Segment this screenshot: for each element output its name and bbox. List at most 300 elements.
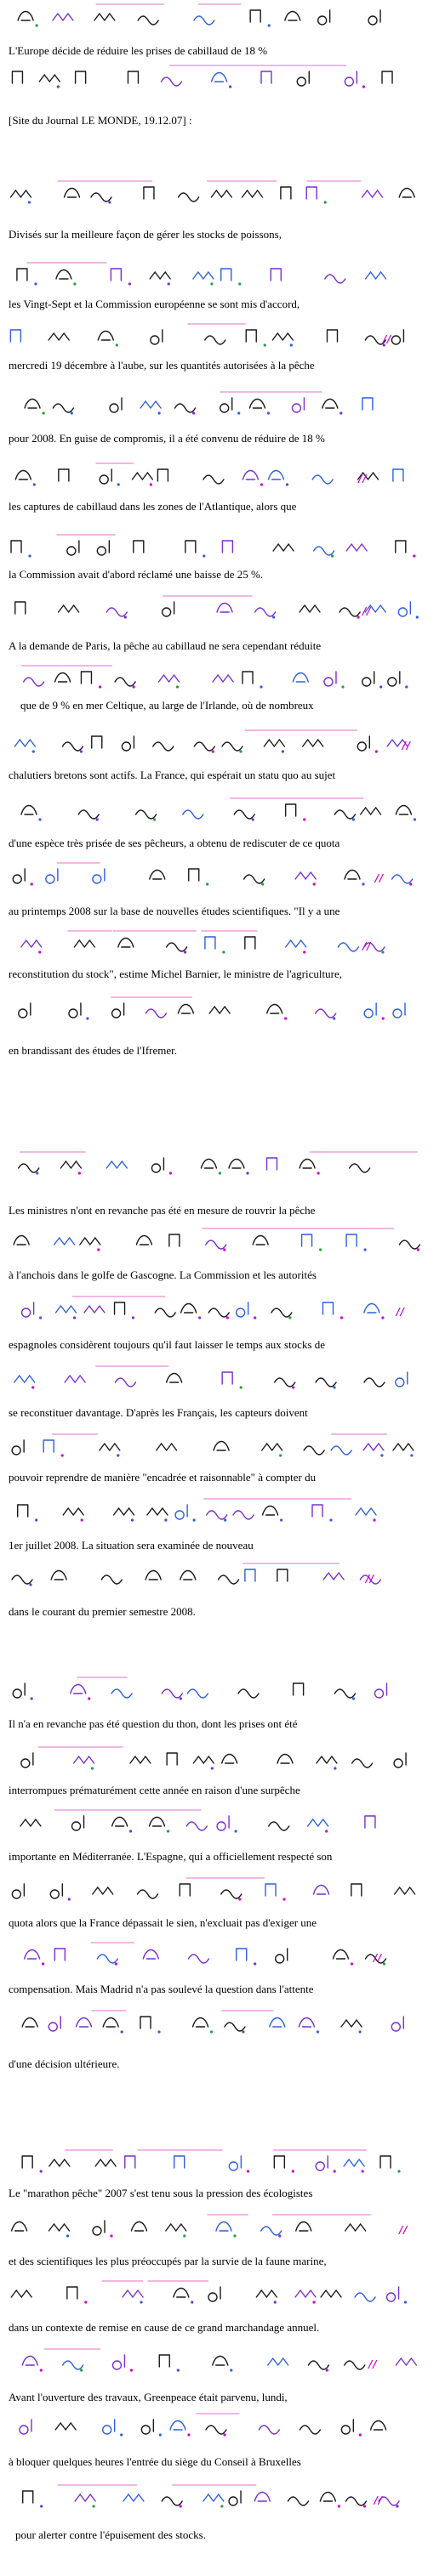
handwritten-glyph [194,16,214,25]
index-marker [28,554,31,557]
handwritten-glyph [392,875,413,886]
handwritten-glyph [393,1444,414,1457]
transcription-glyph-row [0,663,445,692]
handwritten-glyph [21,940,42,954]
handwritten-glyph [299,2018,319,2034]
handwritten-glyph [97,541,109,555]
index-marker [381,950,384,953]
handwritten-glyph [25,400,45,415]
handwritten-glyph [371,2421,386,2431]
handwritten-glyph [15,471,36,486]
handwritten-glyph [75,2494,95,2508]
index-marker [252,818,254,820]
index-marker [375,750,378,752]
index-marker [35,1518,37,1521]
handwritten-glyph [363,1444,384,1457]
glyph-strip [0,928,445,957]
handwritten-glyph [112,1818,133,1833]
text-line: les captures de cabillaud dans les zones de l'Atlantique, alors que [9,500,297,513]
handwritten-glyph [229,2156,249,2173]
handwritten-glyph [217,604,232,613]
handwritten-glyph [388,672,408,689]
handwritten-glyph [277,1569,288,1581]
index-marker [331,554,334,557]
text-line: compensation. Mais Madrid n'a pas soulevé la question dans l'attente [9,1983,314,1995]
index-marker [115,1962,117,1965]
document-title-line: L'Europe décide de réduire les prises de cabillaud de 18 % [9,44,268,57]
transcription-glyph-row [0,1294,445,1323]
handwritten-glyph [13,869,33,886]
text-line: en brandissant des études de l'Ifremer. [9,1044,177,1057]
handwritten-glyph [181,1304,202,1319]
handwritten-glyph [140,2017,161,2034]
index-marker [359,2433,362,2436]
text-line: importante en Méditerranée. L'Espagne, qui a officiellement respecté son [9,1850,333,1863]
handwritten-glyph [316,2156,336,2173]
handwritten-glyph [39,75,60,88]
handwritten-glyph [67,541,79,555]
handwritten-glyph [205,336,225,344]
glyph-strip [0,1807,445,1836]
text-line: au printemps 2008 sur la base de nouvelles études scientifiques. "Il y a une [9,905,340,917]
index-marker [288,1316,291,1319]
index-marker [78,1172,81,1174]
index-marker [413,554,415,557]
handwritten-glyph [207,1511,227,1522]
handwritten-glyph [74,1756,94,1770]
handwritten-glyph [225,2023,245,2034]
handwritten-glyph [106,608,127,619]
handwritten-glyph [316,1009,336,1020]
handwritten-glyph [221,1890,242,1901]
glyph-strip [0,321,445,350]
text-line: à bloquer quelques heures l'entrée du siège du Conseil à Bruxelles [9,2455,301,2468]
index-marker [242,2030,244,2033]
index-marker [36,24,38,26]
handwritten-glyph [64,189,79,198]
text-line: chalutiers bretons sont actifs. La France, qui espérait un statu quo au sujet [9,769,336,781]
handwritten-glyph [123,2494,144,2501]
index-marker [68,1898,71,1900]
text-line: quota alors que la France dépassait le sien, n'excluait pas d'exiger une [9,1916,317,1929]
handwritten-glyph [322,400,343,415]
handwritten-glyph [71,1685,91,1700]
index-marker [319,1248,322,1251]
index-marker [176,685,179,688]
glyph-strip [0,2008,445,2037]
handwritten-glyph [339,608,360,619]
handwritten-glyph [60,1161,81,1175]
handwritten-glyph [141,2420,162,2437]
handwritten-glyph [155,1308,175,1317]
handwritten-glyph [382,71,392,83]
handwritten-glyph [303,740,323,746]
index-marker [71,411,73,414]
handwritten-glyph [157,1444,177,1450]
index-marker [91,1767,94,1769]
handwritten-glyph [357,736,378,753]
index-marker [303,950,305,953]
index-marker [383,343,385,346]
index-marker [282,750,284,752]
handwritten-glyph [396,1372,408,1387]
handwritten-glyph [273,544,294,551]
handwritten-glyph [395,1887,415,1894]
handwritten-glyph [84,1306,105,1313]
handwritten-glyph [288,2497,308,2505]
index-marker [84,2301,87,2303]
handwritten-glyph [159,675,180,689]
index-marker [282,1898,285,1900]
index-marker [66,2234,69,2237]
index-marker [81,1518,83,1521]
index-marker [280,1518,282,1521]
handwritten-glyph [12,1575,32,1586]
glyph-strip [0,2148,445,2176]
handwritten-glyph [333,1950,353,1966]
handwritten-glyph [237,1302,257,1319]
index-marker [303,818,305,820]
handwritten-glyph [362,672,383,689]
handwritten-glyph [11,2290,31,2297]
text-line: A la demande de Paris, la pêche au cabillaud ne sera cependant réduite [9,639,322,652]
handwritten-glyph [206,2426,226,2437]
index-marker [364,1248,367,1251]
handwritten-glyph [297,71,309,86]
index-marker [140,2301,142,2303]
handwritten-glyph [222,1755,237,1764]
handwritten-glyph [394,1753,406,1767]
handwritten-glyph [174,2156,185,2168]
glyph-strip [0,1149,445,1178]
index-marker [351,1962,353,1965]
glyph-strip [0,1496,445,1525]
handwritten-glyph [93,1887,113,1894]
index-marker [292,1386,294,1388]
index-marker [352,1697,355,1699]
index-marker [363,2505,366,2507]
index-marker [117,483,120,485]
index-marker [230,2369,232,2371]
handwritten-glyph [312,475,333,484]
index-marker [203,554,205,557]
transcription-glyph-row [0,1364,445,1393]
handwritten-glyph [267,1005,288,1020]
handwritten-glyph [244,875,265,886]
handwritten-glyph [268,471,288,486]
index-marker [352,818,355,820]
transcription-glyph-row [0,1940,445,1969]
text-line: mercredi 19 décembre à l'aube, sur les quantités autorisées à la pêche [9,359,315,372]
handwritten-glyph [293,673,308,683]
glyph-strip [0,1675,445,1704]
index-marker [416,616,419,618]
handwritten-glyph [286,804,306,821]
handwritten-glyph [229,1160,249,1175]
transcription-glyph-row [0,2482,445,2511]
index-marker [88,1697,90,1699]
index-marker [325,1830,328,1832]
handwritten-glyph [180,1571,196,1580]
handwritten-glyph [93,2221,113,2238]
handwritten-glyph [118,939,134,948]
handwritten-glyph [270,2018,285,2028]
handwritten-glyph [245,937,255,949]
index-marker [326,2369,328,2371]
handwritten-glyph [21,806,42,821]
transcription-glyph-row [0,1745,445,1773]
handwritten-glyph [341,2020,362,2034]
index-marker [167,1830,169,1832]
handwritten-glyph [391,2017,403,2031]
handwritten-glyph [255,608,276,619]
text-line: reconstitution du stock", estime Michel Barnier, le ministre de l'agriculture, [9,967,342,980]
handwritten-glyph [249,400,270,415]
handwritten-glyph [19,1164,39,1175]
index-marker [409,882,412,885]
index-marker [238,282,241,285]
handwritten-glyph [103,2420,123,2437]
handwritten-glyph [222,541,232,553]
glyph-strip [0,1432,445,1461]
handwritten-glyph [238,1689,259,1698]
handwritten-glyph [365,1816,375,1828]
handwritten-glyph [276,1949,288,1963]
handwritten-glyph [151,1158,172,1175]
text-line: pour alerter contre l'épuisement des stocks. [15,2528,206,2541]
handwritten-glyph [314,547,334,558]
double-slash-mark [396,1308,404,1316]
index-marker [284,1017,287,1019]
index-marker [210,282,213,285]
index-marker [278,2234,281,2237]
handwritten-glyph [271,1308,292,1319]
index-marker [290,343,293,346]
glyph-strip [0,1875,445,1904]
handwritten-glyph [131,2222,146,2232]
index-marker [247,2170,249,2172]
handwritten-glyph [134,541,144,553]
handwritten-glyph [10,330,20,342]
handwritten-glyph [143,1950,158,1960]
handwritten-glyph [19,1003,31,1018]
handwritten-glyph [263,1506,283,1522]
handwritten-glyph [208,2287,220,2301]
handwritten-glyph [51,1571,66,1580]
handwritten-glyph [189,869,209,886]
handwritten-glyph [159,2355,180,2372]
index-marker [264,343,266,346]
handwritten-glyph [350,1164,370,1172]
handwritten-glyph [23,2491,43,2508]
handwritten-glyph [100,469,120,486]
text-line: à l'anchois dans le golfe de Gascogne. La Commission et les autorités [9,1268,317,1281]
handwritten-glyph [220,398,241,415]
index-marker [362,2170,364,2172]
index-marker [324,201,327,203]
glyph-strip [0,995,445,1024]
handwritten-glyph [234,810,254,821]
handwritten-glyph [194,742,214,753]
index-marker [36,1172,38,1174]
handwritten-glyph [14,1376,35,1389]
handwritten-glyph [186,1822,207,1830]
handwritten-glyph [115,678,135,689]
index-marker [260,685,262,688]
handwritten-glyph [281,187,291,199]
index-marker [246,1172,248,1174]
index-marker [96,818,99,820]
handwritten-glyph [20,2420,31,2434]
glyph-strip [0,179,445,207]
index-marker [286,483,288,485]
index-marker [168,282,170,285]
index-marker [61,1454,64,1456]
handwritten-glyph [254,2493,270,2502]
handwritten-glyph [24,678,44,686]
handwritten-glyph [49,2159,70,2166]
handwritten-glyph [267,1158,277,1170]
text-line: Il n'a en revanche pas été question du thon, dont les prises ont été [9,1717,298,1730]
index-marker [229,85,231,88]
handwritten-glyph [272,333,293,347]
handwritten-glyph [393,1003,405,1018]
handwritten-glyph [167,1374,182,1383]
handwritten-glyph [98,332,118,347]
glyph-strip [0,63,445,92]
glyph-strip [0,1226,445,1255]
handwritten-glyph [209,1007,230,1013]
handwritten-glyph [264,740,284,753]
handwritten-glyph [294,1683,304,1695]
glyph-strip [0,663,445,692]
handwritten-glyph [345,2224,366,2231]
handwritten-glyph [208,1308,229,1319]
handwritten-glyph [18,12,38,27]
index-marker [268,24,271,26]
handwritten-glyph [128,71,138,83]
handwritten-glyph [54,1238,75,1245]
handwritten-glyph [178,1005,193,1014]
index-marker [338,2505,340,2507]
handwritten-glyph [387,2287,408,2304]
double-slash-mark [374,874,383,882]
glyph-strip [0,532,445,561]
handwritten-glyph [265,1884,286,1901]
handwritten-glyph [242,190,263,197]
handwritten-glyph [22,2357,43,2372]
handwritten-glyph [50,1884,71,1901]
handwritten-glyph [360,1575,380,1584]
transcription-glyph-row [0,1496,445,1525]
handwritten-glyph [166,2224,186,2238]
handwritten-glyph [203,2494,224,2508]
handwritten-glyph [125,2156,135,2168]
text-line: pouvoir reprendre de manière "encadrée et raisonnable" à compter du [9,1471,317,1484]
index-marker [29,1583,31,1586]
handwritten-glyph [157,469,168,481]
handwritten-glyph [393,469,403,481]
glyph-strip [0,2346,445,2375]
glyph-strip [0,1940,445,1969]
handwritten-glyph [302,1234,322,1251]
handwritten-glyph [169,1234,180,1246]
handwritten-glyph [101,1575,122,1584]
handwritten-glyph [179,193,199,201]
handwritten-glyph [138,1890,158,1898]
index-marker [212,750,214,752]
index-marker [383,1962,385,1965]
index-marker [254,1316,256,1319]
index-marker [410,1454,413,1456]
handwritten-glyph [345,71,365,88]
index-marker [317,1172,320,1174]
double-slash-mark [374,2496,382,2505]
source-line: [Site du Journal LE MONDE, 19.12.07] : [9,114,192,127]
handwritten-glyph [295,2290,316,2304]
transcription-glyph-row [0,2212,445,2241]
handwritten-glyph [115,1302,135,1319]
handwritten-glyph [22,2018,37,2028]
glyph-strip [0,1745,445,1773]
handwritten-glyph [366,272,386,279]
index-marker [224,1518,226,1521]
handwritten-glyph [65,1376,85,1382]
text-line: Divisés sur la meilleure façon de gérer les stocks de poissons, [9,228,282,241]
index-marker [129,1830,132,1832]
glyph-strip [0,461,445,490]
handwritten-glyph [80,1238,100,1251]
handwritten-glyph [22,2156,43,2173]
handwritten-glyph [201,1160,221,1175]
handwritten-glyph [132,473,152,486]
index-marker [260,483,263,485]
glyph-strip [0,260,445,289]
handwritten-glyph [304,1446,324,1455]
index-marker [237,411,240,414]
index-marker [312,2301,315,2303]
handwritten-glyph [308,1819,328,1833]
handwritten-glyph [296,2222,311,2232]
index-marker [235,1830,237,1832]
transcription-glyph-row [0,796,445,825]
handwritten-glyph [346,1234,367,1251]
handwritten-glyph [62,742,83,753]
index-marker [177,2369,180,2371]
handwritten-glyph [222,742,242,753]
handwritten-glyph [391,330,403,344]
handwritten-glyph [316,1378,336,1389]
handwritten-glyph [53,14,73,20]
handwritten-glyph [323,1573,344,1580]
text-line: et des scientifiques les plus préoccupés par la survie de la faune marine, [9,2255,327,2267]
handwritten-glyph [72,1816,84,1830]
index-marker [117,1454,119,1456]
handwritten-glyph [237,1949,257,1966]
index-marker [86,1017,88,1019]
index-marker [108,201,111,203]
handwritten-glyph [242,471,263,486]
index-marker [226,1316,229,1319]
handwritten-glyph [56,1306,77,1319]
handwritten-glyph [246,330,266,347]
index-marker [373,1518,375,1521]
handwritten-glyph [95,2159,116,2166]
index-marker [180,2505,182,2507]
handwritten-glyph [250,10,271,27]
handwritten-glyph [59,605,79,612]
transcription-glyph-row [0,1807,445,1836]
